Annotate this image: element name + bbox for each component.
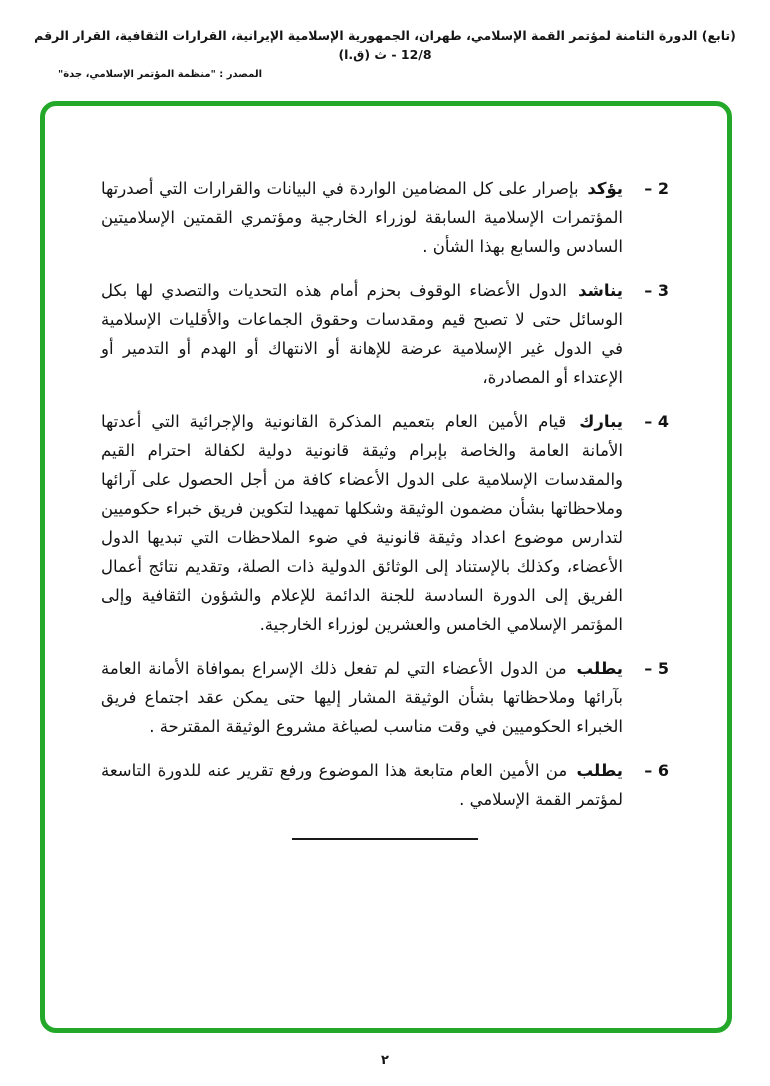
- document-title-line: (تابع) الدورة الثامنة لمؤتمر القمة الإسلامي، طهران، الجمهورية الإسلامية الإيرانية، القرارات الثقافية، القرار الرقم 12/8 - ث (ق.ا): [34, 28, 736, 62]
- resolution-item-body-text: من الدول الأعضاء التي لم تفعل ذلك الإسراع بموافاة الأمانة العامة بآرائها وملاحظاتها بشأن الوثيقة المشار إليها حتى يمكن عقد اجتماع فريق الخبراء الحكوميين في وقت مناسب لصياغة مشروع الوثيقة المقترحة .: [101, 659, 623, 736]
- resolution-item-text: [101, 756, 623, 814]
- resolution-item-lead: يناشد: [578, 281, 623, 300]
- resolution-item-marker: – 4: [644, 412, 669, 431]
- resolution-body: [45, 106, 727, 840]
- document-header: [0, 0, 770, 80]
- content-frame: [40, 101, 732, 1033]
- resolution-item-lead: يبارك: [579, 412, 623, 431]
- resolution-item-6: [101, 756, 669, 814]
- page-number: ٢: [381, 1053, 389, 1068]
- resolution-item-4: [101, 407, 669, 639]
- resolution-item-2: [101, 174, 669, 261]
- closing-rule: [292, 838, 478, 840]
- resolution-item-marker: – 6: [644, 761, 669, 780]
- resolution-item-text: [101, 276, 623, 392]
- resolution-item-5: [101, 654, 669, 741]
- resolution-item-lead: يطلب: [576, 659, 623, 678]
- resolution-item-marker: – 3: [644, 281, 669, 300]
- resolution-item-marker: – 2: [644, 179, 669, 198]
- resolution-item-lead: يؤكد: [587, 179, 623, 198]
- resolution-item-marker: – 5: [644, 659, 669, 678]
- resolution-item-3: [101, 276, 669, 392]
- resolution-item-text: [101, 654, 623, 741]
- resolution-item-lead: يطلب: [576, 761, 623, 780]
- resolution-item-text: [101, 407, 623, 639]
- resolution-item-body-text: الدول الأعضاء الوقوف بحزم أمام هذه التحديات والتصدي لها بكل الوسائل حتى لا تصبح قيم ومقدسات وحقوق الجماعات والأقليات الإسلامية في الدول غير الإسلامية عرضة للإهانة أو الانتهاك أو الهدم أو التدمير أو الإعتداء أو المصادرة،: [101, 281, 623, 387]
- resolution-item-text: [101, 174, 623, 261]
- resolution-item-body-text: من الأمين العام متابعة هذا الموضوع ورفع تقرير عنه للدورة التاسعة لمؤتمر القمة الإسلامي .: [101, 761, 623, 809]
- resolution-item-body-text: بإصرار على كل المضامين الواردة في البيانات والقرارات التي أصدرتها المؤتمرات الإسلامية السابقة لوزراء الخارجية ومؤتمري القمتين الإسلاميتين السادس والسابع بهذا الشأن .: [101, 179, 623, 256]
- document-source-line: المصدر : "منظمة المؤتمر الإسلامي، جدة": [58, 68, 263, 80]
- resolution-item-body-text: قيام الأمين العام بتعميم المذكرة القانونية والإجرائية التي أعدتها الأمانة العامة والخاصة بإبرام وثيقة قانونية دولية لكفالة احترام القيم والمقدسات الإسلامية على الدول الأعضاء كافة من أجل الحصول على آرائها وملاحظاتها بشأن مضمون الوثيقة وشكلها تمهيدا لتكوين فريق خبراء حكوميين لتدارس موضوع اعداد وثيقة قانونية في ضوء الملاحظات التي تبديها الدول الأعضاء، وكذلك بالإستناد إلى الوثائق الدولية ذات الصلة، وتقديم نتائج أعمال الفريق إلى الدورة السادسة للجنة الدائمة للإعلام والشؤون الثقافية وإلى المؤتمر الإسلامي الخامس والعشرين لوزراء الخارجية.: [101, 412, 623, 634]
